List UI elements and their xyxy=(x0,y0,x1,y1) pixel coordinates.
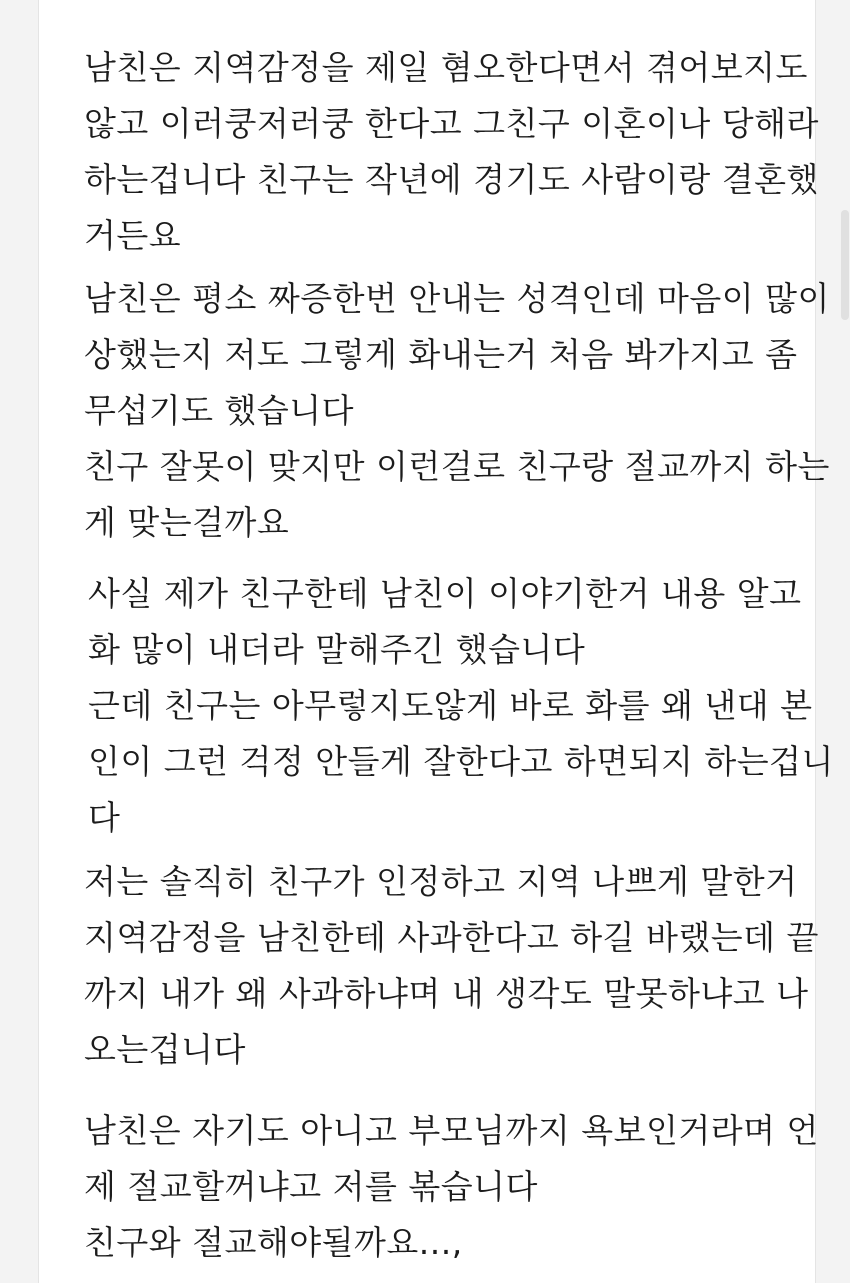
paragraph-line: 다 xyxy=(88,798,121,837)
paragraph-line: 지역감정을 남친한테 사과한다고 하길 바랬는데 끝 xyxy=(84,918,819,957)
post-paragraph xyxy=(84,40,819,264)
scrollbar-thumb[interactable] xyxy=(841,210,849,320)
paragraph-line: 사실 제가 친구한테 남친이 이야기한거 내용 알고 xyxy=(88,574,802,613)
paragraph-line: 친구와 절교해야될까요..., xyxy=(84,1223,463,1262)
paragraph-line: 거든요 xyxy=(84,216,182,255)
paragraph-line: 오는겁니다 xyxy=(84,1030,246,1069)
paragraph-line: 인이 그런 걱정 안들게 잘한다고 하면되지 하는겁니 xyxy=(88,742,834,781)
paragraph-line: 까지 내가 왜 사과하냐며 내 생각도 말못하냐고 나 xyxy=(84,974,809,1013)
post-paragraph xyxy=(88,566,834,846)
paragraph-line: 않고 이러쿵저러쿵 한다고 그친구 이혼이나 당해라 xyxy=(84,104,819,143)
paragraph-line: 화 많이 내더라 말해주긴 했습니다 xyxy=(88,630,586,669)
post-paragraph xyxy=(84,271,830,551)
paragraph-line: 하는겁니다 친구는 작년에 경기도 사람이랑 결혼했 xyxy=(84,160,819,199)
paragraph-line: 남친은 평소 짜증한번 안내는 성격인데 마음이 많이 xyxy=(84,279,830,318)
paragraph-line: 근데 친구는 아무렇지도않게 바로 화를 왜 낸대 본 xyxy=(88,686,813,725)
scrollbar[interactable] xyxy=(840,0,850,1283)
paragraph-line: 제 절교할꺼냐고 저를 볶습니다 xyxy=(84,1167,538,1206)
paragraph-line: 저는 솔직히 친구가 인정하고 지역 나쁘게 말한거 xyxy=(84,862,798,901)
paragraph-line: 게 맞는걸까요 xyxy=(84,503,290,542)
post-paragraph xyxy=(84,854,819,1078)
post-paragraph xyxy=(84,1103,819,1271)
paragraph-line: 무섭기도 했습니다 xyxy=(84,391,355,430)
paragraph-line: 친구 잘못이 맞지만 이런걸로 친구랑 절교까지 하는 xyxy=(84,447,830,486)
paragraph-line: 남친은 자기도 아니고 부모님까지 욕보인거라며 언 xyxy=(84,1111,819,1150)
paragraph-line: 남친은 지역감정을 제일 혐오한다면서 겪어보지도 xyxy=(84,48,808,87)
paragraph-line: 상했는지 저도 그렇게 화내는거 처음 봐가지고 좀 xyxy=(84,335,798,374)
